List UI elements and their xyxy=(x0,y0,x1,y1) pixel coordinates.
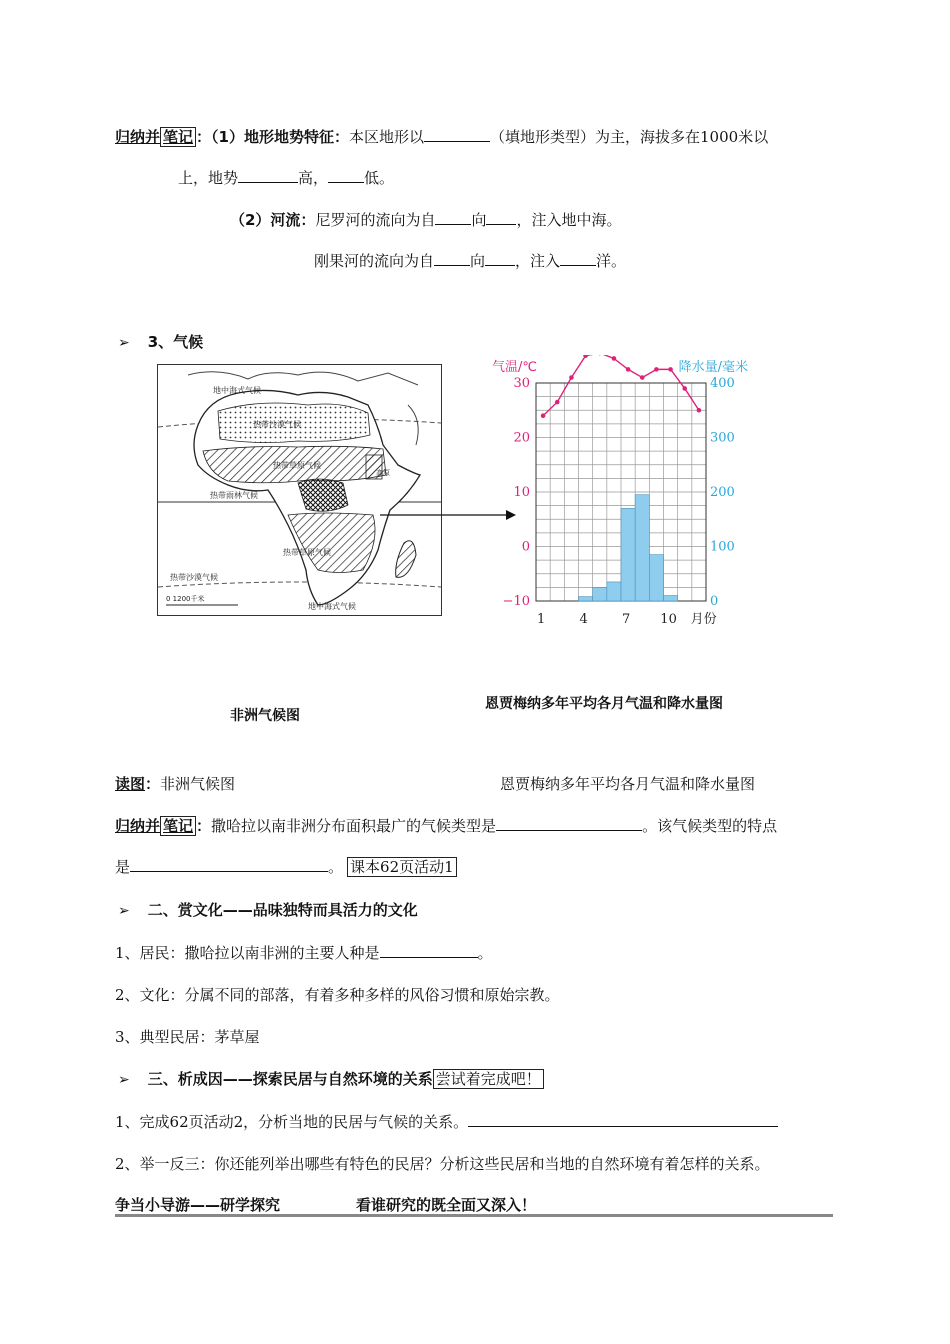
blank-congo-from[interactable] xyxy=(434,251,470,266)
x-tick-label: 4 xyxy=(579,612,588,627)
precip-tick-label: 200 xyxy=(710,485,735,500)
temperature-point-11 xyxy=(682,386,687,391)
blank-high[interactable] xyxy=(238,168,298,183)
terrain-line2-c: 低。 xyxy=(364,169,395,187)
temp-tick-label: 20 xyxy=(513,430,530,446)
section-marker-icon: ➢ xyxy=(118,1072,130,1088)
footer-left: 争当小导游——研学探究 xyxy=(115,1196,281,1214)
terrain-line2-a: 上，地势 xyxy=(178,169,239,187)
map-label-desert-south: 热带沙漠气候 xyxy=(170,573,218,582)
caption-map: 非洲气候图 xyxy=(230,708,300,724)
notes2-label-boxed: 笔记 xyxy=(160,816,196,836)
section-culture-heading xyxy=(118,900,418,921)
x-tick-label: 7 xyxy=(621,612,631,627)
notes-label: 归纳并 xyxy=(115,128,161,146)
notes-river-congo xyxy=(314,251,626,271)
cause-item-2: 2、举一反三：你还能列举出哪些有特色的民居？分析这些民居和当地的自然环境有着怎样的关系。 xyxy=(115,1155,770,1173)
temperature-point-3 xyxy=(569,375,574,380)
terrain-text-b: （填地形类型）为主，海拔多在1000米以 xyxy=(490,128,769,146)
notes-label-boxed: 笔记 xyxy=(160,127,196,147)
map-label-rainforest: 热带雨林气候 xyxy=(210,491,258,500)
read-line xyxy=(115,774,235,794)
blank-nile-to[interactable] xyxy=(486,210,516,225)
textbook-activity-box: 课本62页活动1 xyxy=(347,857,457,877)
left-axis-title: 气温/℃ xyxy=(492,360,537,375)
temperature-point-10 xyxy=(668,367,673,372)
read-colon: ： xyxy=(145,775,161,793)
notes2-text-b: 。该气候类型的特点 xyxy=(642,817,778,835)
climate-chart-svg xyxy=(490,355,750,630)
temperature-point-12 xyxy=(697,408,702,413)
terrain-text-a: 本区地形以 xyxy=(349,128,425,146)
culture-item-1 xyxy=(115,943,493,963)
river-heading: （2）河流： xyxy=(230,211,316,229)
temperature-point-6 xyxy=(612,356,617,361)
precip-bar-8 xyxy=(635,495,649,601)
x-tick-label: 1 xyxy=(536,612,546,627)
notes-climate-line1 xyxy=(115,816,777,836)
temperature-point-7 xyxy=(626,367,631,372)
blank-race[interactable] xyxy=(380,943,478,958)
africa-map-svg xyxy=(158,365,441,615)
map-scale-label: 0 1200千米 xyxy=(166,595,205,603)
section-climate-title: 3、气候 xyxy=(147,333,204,351)
section-cause-heading xyxy=(118,1069,544,1090)
read-label: 读图 xyxy=(115,775,146,793)
blank-congo-ocean[interactable] xyxy=(560,251,596,266)
footer-right: 看谁研究的既全面又深入！ xyxy=(356,1196,537,1214)
notes2-text-c: 是 xyxy=(115,858,131,876)
temp-tick-label: 0 xyxy=(521,539,530,555)
map-label-plateau: 高原 xyxy=(376,469,390,477)
bottom-rule xyxy=(115,1214,833,1217)
section-cause-title: 三、析成因——探索民居与自然环境的关系 xyxy=(147,1070,433,1088)
temp-tick-label: 30 xyxy=(513,376,530,391)
precip-bar-9 xyxy=(649,555,663,601)
congo-text-a: 刚果河的流向为自 xyxy=(314,252,435,270)
x-tick-label: 10 xyxy=(660,612,677,627)
temperature-point-2 xyxy=(555,400,560,405)
temperature-point-1 xyxy=(541,413,546,418)
section-climate-heading xyxy=(118,332,203,353)
temp-tick-label: −10 xyxy=(502,594,530,609)
culture-item-1-end: 。 xyxy=(477,944,493,962)
map-label-mediterranean-top: 地中海式气候 xyxy=(213,386,261,395)
cause-item-1 xyxy=(115,1112,778,1132)
caption-chart: 恩贾梅纳多年平均各月气温和降水量图 xyxy=(485,696,723,712)
notes-river-nile xyxy=(230,210,622,230)
precip-bar-7 xyxy=(621,508,635,601)
nile-text-a: 尼罗河的流向为自 xyxy=(315,211,436,229)
blank-climate-type[interactable] xyxy=(496,816,642,831)
map-label-desert-north: 热带沙漠气候 xyxy=(253,420,301,429)
culture-item-3: 3、典型民居：茅草屋 xyxy=(115,1028,260,1046)
map-label-savanna-north: 热带草原气候 xyxy=(273,461,321,470)
blank-terrain-type[interactable] xyxy=(424,127,490,142)
precip-bar-10 xyxy=(664,596,678,601)
try-complete-box: 尝试着完成吧！ xyxy=(433,1069,544,1089)
read-right: 恩贾梅纳多年平均各月气温和降水量图 xyxy=(500,775,756,793)
precip-bar-4 xyxy=(579,597,593,601)
blank-congo-to[interactable] xyxy=(485,251,515,266)
nile-text-b: 向 xyxy=(471,211,487,229)
read-left: 非洲气候图 xyxy=(160,775,236,793)
blank-nile-from[interactable] xyxy=(435,210,471,225)
notes-colon: ： xyxy=(196,128,212,146)
temp-tick-label: 10 xyxy=(513,485,530,500)
map-label-savanna-south: 热带草原气候 xyxy=(283,548,331,557)
notes2-text-a: 撒哈拉以南非洲分布面积最广的气候类型是 xyxy=(211,817,497,835)
section-marker-icon: ➢ xyxy=(118,903,130,919)
temperature-point-8 xyxy=(640,375,645,380)
notes2-colon: ： xyxy=(196,817,212,835)
notes2-text-d: 。 xyxy=(328,858,344,876)
terrain-line2-b: 高， xyxy=(298,169,329,187)
map-label-mediterranean-bottom: 地中海式气候 xyxy=(308,602,356,611)
right-axis-title: 降水量/毫米 xyxy=(678,360,748,375)
blank-low[interactable] xyxy=(328,168,364,183)
section-marker-icon: ➢ xyxy=(118,335,130,351)
precip-tick-label: 100 xyxy=(710,539,735,555)
notes-terrain-line1 xyxy=(115,127,768,147)
notes-terrain-line2 xyxy=(178,168,394,188)
terrain-heading: （1）地形地势特征： xyxy=(211,128,349,146)
section-culture-title: 二、赏文化——品味独特而具活力的文化 xyxy=(147,901,418,919)
x-axis-title: 月份 xyxy=(690,612,717,627)
culture-item-1-text: 1、居民：撒哈拉以南非洲的主要人种是 xyxy=(115,944,380,962)
nile-text-c: ，注入地中海。 xyxy=(516,211,622,229)
blank-climate-feature[interactable] xyxy=(130,857,328,872)
congo-text-c: ，注入 xyxy=(515,252,561,270)
precip-bar-6 xyxy=(607,582,621,601)
precip-tick-label: 400 xyxy=(710,376,735,391)
blank-housing-climate[interactable] xyxy=(468,1112,778,1127)
congo-text-d: 洋。 xyxy=(596,252,627,270)
notes-climate-line2 xyxy=(115,857,457,877)
precip-bar-5 xyxy=(593,587,607,601)
africa-climate-map xyxy=(157,364,442,616)
temperature-point-9 xyxy=(654,367,659,372)
precip-tick-label: 0 xyxy=(710,594,719,609)
climate-chart xyxy=(490,355,750,630)
precip-tick-label: 300 xyxy=(710,430,735,446)
notes2-label: 归纳并 xyxy=(115,817,161,835)
culture-item-2: 2、文化：分属不同的部落，有着多种多样的风俗习惯和原始宗教。 xyxy=(115,986,560,1004)
congo-text-b: 向 xyxy=(470,252,486,270)
cause-item-1-text: 1、完成62页活动2，分析当地的民居与气候的关系。 xyxy=(115,1113,469,1131)
